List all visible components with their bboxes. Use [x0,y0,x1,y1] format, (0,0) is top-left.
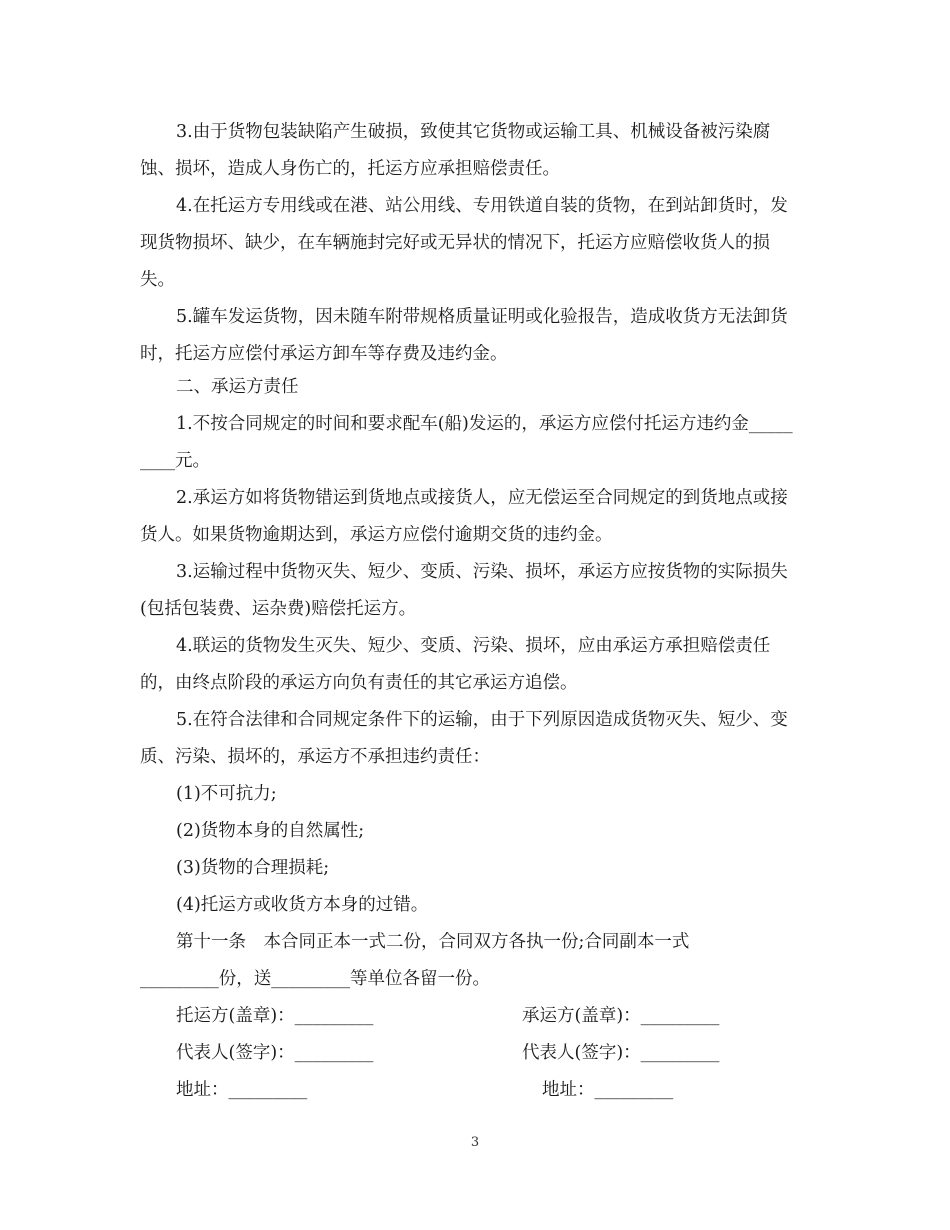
clause-carrier-3: 3.运输过程中货物灭失、短少、变质、污染、损坏，承运方应按货物的实际损失(包括包装费、运杂费)赔偿托运方。 [140,562,788,619]
shipper-representative-field: 代表人(签字)：_________ [176,1043,374,1063]
clause-shipper-3: 3.由于货物包装缺陷产生破损，致使其它货物或运输工具、机械设备被污染腐蚀、损坏，造成人身伤亡的，托运方应承担赔偿责任。 [140,122,771,179]
carrier-seal-field: 承运方(盖章)：_________ [522,1006,720,1026]
page-number: 3 [470,1135,480,1150]
clause-carrier-4: 4.联运的货物发生灭失、短少、变质、污染、损坏，应由承运方承担赔偿责任的，由终点阶段的承运方向负有责任的其它承运方追偿。 [140,636,771,693]
shipper-seal-field: 托运方(盖章)：_________ [176,1006,374,1026]
shipper-address-field: 地址：_________ [176,1080,308,1100]
exemption-item-2: (2)货物本身的自然属性; [176,821,365,841]
exemption-item-1: (1)不可抗力; [176,784,277,804]
exemption-item-4: (4)托运方或收货方本身的过错。 [176,895,429,915]
clause-shipper-5: 5.罐车发运货物，因未随车附带规格质量证明或化验报告，造成收货方无法卸货时，托运方应偿付承运方卸车等存费及违约金。 [140,307,788,364]
article-11-line-1: 第十一条 本合同正本一式二份，合同双方各执一份;合同副本一式 [176,932,690,952]
clause-carrier-5: 5.在符合法律和合同规定条件下的运输，由于下列原因造成货物灭失、短少、变质、污染、损坏的，承运方不承担违约责任： [140,710,788,767]
exemption-item-3: (3)货物的合理损耗; [176,858,330,878]
clause-shipper-4: 4.在托运方专用线或在港、站公用线、专用铁道自装的货物，在到站卸货时，发现货物损坏、缺少，在车辆施封完好或无异状的情况下，托运方应赔偿收货人的损失。 [140,196,788,290]
carrier-address-field: 地址：_________ [542,1080,674,1100]
article-11-line-2: _________份，送_________等单位各留一份。 [140,969,490,989]
clause-carrier-1: 1.不按合同规定的时间和要求配车(船)发运的，承运方应偿付托运方违约金_________元。 [140,414,793,471]
section-heading-carrier: 二、承运方责任 [176,377,299,397]
clause-carrier-2: 2.承运方如将货物错运到货地点或接货人，应无偿运至合同规定的到货地点或接货人。如果货物逾期达到，承运方应偿付逾期交货的违约金。 [140,488,788,545]
carrier-representative-field: 代表人(签字)：_________ [522,1043,720,1063]
